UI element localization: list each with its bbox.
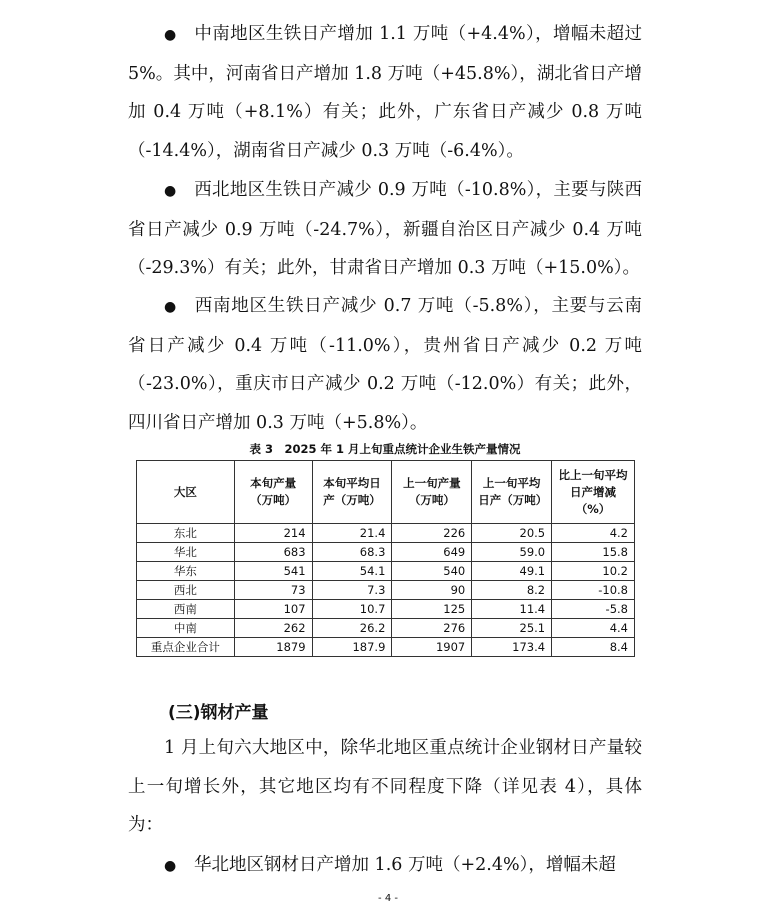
cell-value: 26.2: [312, 619, 392, 638]
cell-value: 8.4: [552, 638, 635, 657]
table-total-row: [137, 638, 635, 657]
cell-value: 540: [392, 562, 472, 581]
cell-region: 华东: [137, 562, 235, 581]
cell-value: 541: [234, 562, 312, 581]
cell-value: 683: [234, 543, 312, 562]
paragraph-northwest: [128, 171, 642, 288]
cell-value: 262: [234, 619, 312, 638]
table-row: [137, 581, 635, 600]
cell-value: 20.5: [472, 524, 552, 543]
header-current-daily: 本旬平均日产（万吨）: [312, 461, 392, 524]
bullet-icon: ●: [164, 183, 177, 199]
cell-value: 7.3: [312, 581, 392, 600]
cell-region: 西北: [137, 581, 235, 600]
table-row: [137, 543, 635, 562]
cell-value: 107: [234, 600, 312, 619]
cell-value: 54.1: [312, 562, 392, 581]
header-current-output: 本旬产量（万吨）: [234, 461, 312, 524]
cell-value: 25.1: [472, 619, 552, 638]
paragraph-steel-intro: 1 月上旬六大地区中，除华北地区重点统计企业钢材日产量较上一旬增长外，其它地区均有不同程度下降（详见表 4），具体为：: [128, 738, 642, 835]
page-number: - 4 -: [378, 893, 398, 904]
table-row: [137, 524, 635, 543]
cell-value: 214: [234, 524, 312, 543]
paragraph-text: 西南地区生铁日产减少 0.7 万吨（-5.8%），主要与云南省日产减少 0.4 万吨（-11.0%），贵州省日产减少 0.2 万吨（-23.0%），重庆市日产减少 0.2 万吨（-12.0%）有关；此外，四川省日产增加 0.3 万吨（+5.8%）。: [128, 296, 642, 433]
table-row: [137, 562, 635, 581]
cell-value: 11.4: [472, 600, 552, 619]
table-row: [137, 619, 635, 638]
cell-value: 15.8: [552, 543, 635, 562]
bullet-icon: ●: [164, 27, 177, 43]
table-row: [137, 600, 635, 619]
cell-value: -5.8: [552, 600, 635, 619]
cell-value: 59.0: [472, 543, 552, 562]
cell-value: 21.4: [312, 524, 392, 543]
cell-value: -10.8: [552, 581, 635, 600]
header-previous-output: 上一旬产量（万吨）: [392, 461, 472, 524]
cell-value: 276: [392, 619, 472, 638]
table-header-row: [137, 461, 635, 524]
header-change-percent: 比上一旬平均日产增减（%）: [552, 461, 635, 524]
pig-iron-table: [136, 460, 635, 657]
cell-value: 226: [392, 524, 472, 543]
bullet-icon: ●: [164, 299, 177, 315]
cell-value: 90: [392, 581, 472, 600]
cell-value: 68.3: [312, 543, 392, 562]
paragraph-southwest: [128, 287, 642, 442]
cell-region: 东北: [137, 524, 235, 543]
cell-value: 49.1: [472, 562, 552, 581]
header-region: 大区: [137, 461, 235, 524]
paragraph-north-china-steel: [128, 846, 642, 886]
paragraph-text: 西北地区生铁日产减少 0.9 万吨（-10.8%），主要与陕西省日产减少 0.9 万吨（-24.7%），新疆自治区日产减少 0.4 万吨（-29.3%）有关；此外，甘肃省日产增加 0.3 万吨（+15.0%）。: [128, 180, 642, 278]
cell-region: 华北: [137, 543, 235, 562]
cell-value: 173.4: [472, 638, 552, 657]
section-heading: (三)钢材产量: [168, 703, 269, 723]
cell-value: 125: [392, 600, 472, 619]
paragraph-central-south: [128, 15, 642, 170]
cell-value: 1907: [392, 638, 472, 657]
cell-region: 西南: [137, 600, 235, 619]
cell-value: 8.2: [472, 581, 552, 600]
header-previous-daily: 上一旬平均日产（万吨）: [472, 461, 552, 524]
paragraph-text: 华北地区钢材日产增加 1.6 万吨（+2.4%），增幅未超: [194, 855, 616, 875]
paragraph-text: 中南地区生铁日产增加 1.1 万吨（+4.4%），增幅未超过 5%。其中，河南省日产增加 1.8 万吨（+45.8%），湖北省日产增加 0.4 万吨（+8.1%）有关；此外，广东省日产减少 0.8 万吨（-14.4%），湖南省日产减少 0.3 万吨（-6.4%）。: [128, 24, 642, 161]
cell-value: 4.2: [552, 524, 635, 543]
cell-region: 重点企业合计: [137, 638, 235, 657]
cell-value: 1879: [234, 638, 312, 657]
cell-value: 187.9: [312, 638, 392, 657]
table-caption: 表 3 2025 年 1 月上旬重点统计企业生铁产量情况: [249, 442, 521, 456]
cell-value: 73: [234, 581, 312, 600]
cell-value: 649: [392, 543, 472, 562]
cell-region: 中南: [137, 619, 235, 638]
bullet-icon: ●: [164, 858, 177, 874]
cell-value: 10.2: [552, 562, 635, 581]
cell-value: 4.4: [552, 619, 635, 638]
cell-value: 10.7: [312, 600, 392, 619]
